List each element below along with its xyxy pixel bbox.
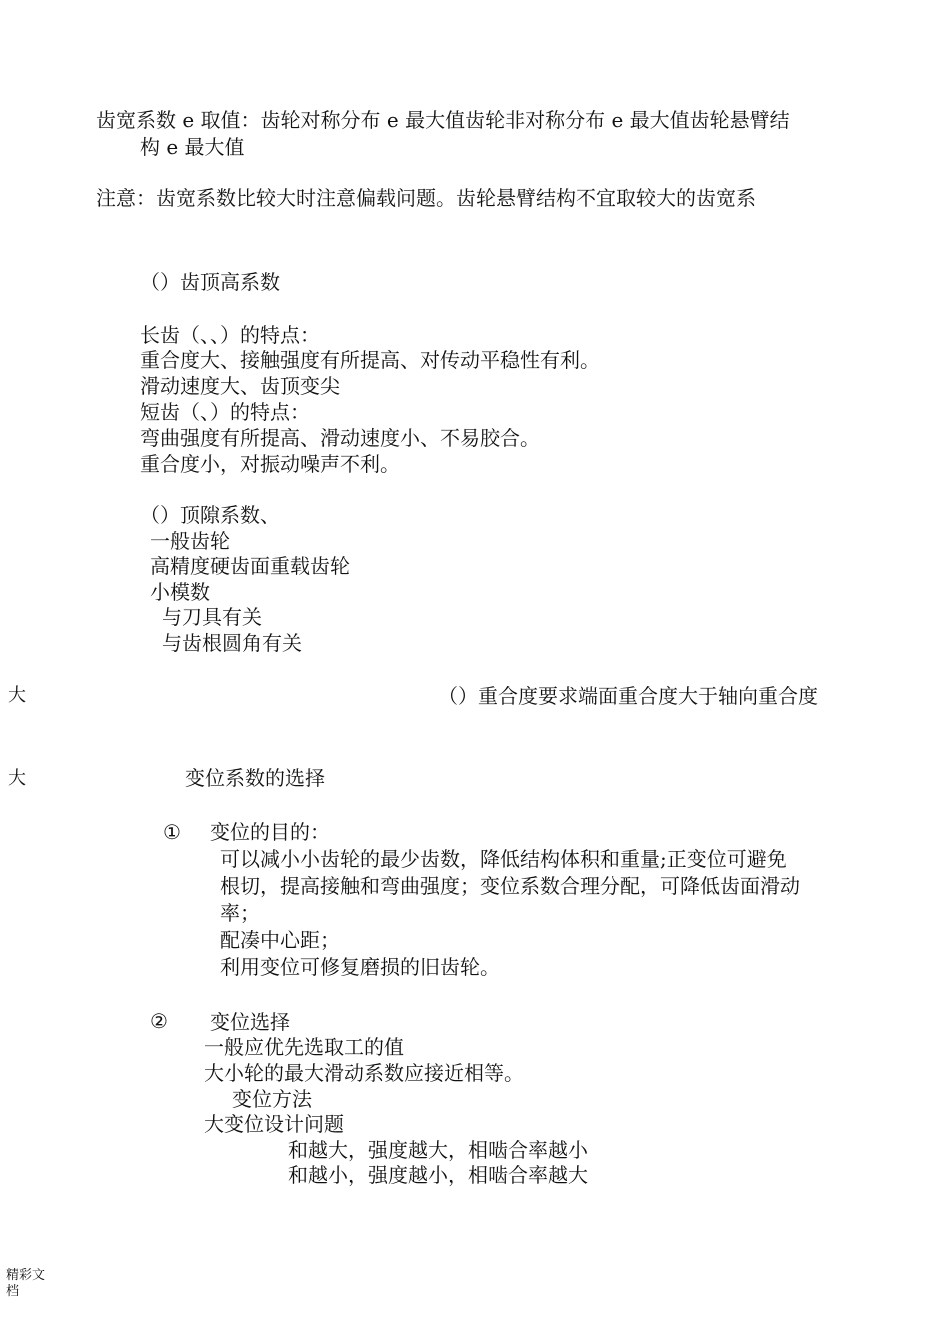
purpose-line: 可以减小小齿轮的最少齿数，降低结构体积和重量;正变位可避免 (220, 847, 787, 871)
margin-mark: 大 (8, 685, 26, 706)
short-tooth-line: 短齿（、）的特点： (140, 400, 310, 424)
contact-ratio-text: （）重合度要求端面重合度大于轴向重合度 (438, 684, 818, 708)
select-title: 变位选择 (210, 1010, 290, 1034)
long-tooth-line: 滑动速度大、齿顶变尖 (140, 374, 340, 398)
select-line: 一般应优先选取工的值 (204, 1035, 404, 1059)
purpose-line: 配凑中心距； (220, 928, 340, 952)
short-tooth-line: 弯曲强度有所提高、滑动速度小、不易胶合。 (140, 426, 540, 450)
footer-text-line2: 档 (6, 1284, 20, 1299)
select-line: 变位方法 (232, 1087, 312, 1111)
clearance-item: 与齿根圆角有关 (162, 631, 302, 655)
purpose-line: 根切，提高接触和弯曲强度；变位系数合理分配，可降低齿面滑动 (220, 874, 800, 898)
select-line: 大变位设计问题 (204, 1112, 344, 1136)
short-tooth-line: 重合度小，对振动噪声不利。 (140, 452, 400, 476)
long-tooth-line: 重合度大、接触强度有所提高、对传动平稳性有利。 (140, 348, 600, 372)
select-line: 和越大，强度越大，相啮合率越小 (288, 1138, 588, 1162)
clearance-item: 一般齿轮 (150, 529, 230, 553)
clearance-item: 与刀具有关 (162, 605, 262, 629)
clearance-item: 小模数 (150, 580, 210, 604)
footer-text-line1: 精彩文 (6, 1268, 46, 1283)
tooth-width-text-line1: 齿宽系数 e 取值：齿轮对称分布 e 最大值齿轮非对称分布 e 最大值齿轮悬臂结 (96, 108, 790, 132)
note-text: 注意：齿宽系数比较大时注意偏载问题。齿轮悬臂结构不宜取较大的齿宽系 (96, 186, 756, 210)
addendum-heading: （）齿顶高系数 (140, 270, 280, 294)
purpose-line: 率； (220, 901, 260, 925)
shift-heading: 变位系数的选择 (185, 766, 325, 790)
purpose-line: 利用变位可修复磨损的旧齿轮。 (220, 955, 500, 979)
clearance-item: 高精度硬齿面重载齿轮 (150, 554, 350, 578)
select-number: ② (150, 1009, 168, 1033)
purpose-title: 变位的目的： (210, 820, 330, 844)
select-line: 和越小，强度越小，相啮合率越大 (288, 1163, 588, 1187)
purpose-number: ① (163, 820, 181, 844)
margin-mark: 大 (8, 768, 26, 789)
select-line: 大小轮的最大滑动系数应接近相等。 (204, 1061, 524, 1085)
clearance-heading: （）顶隙系数、 (140, 503, 280, 527)
long-tooth-line: 长齿（、、）的特点： (140, 323, 320, 347)
tooth-width-text-line2: 构 e 最大值 (140, 135, 245, 159)
